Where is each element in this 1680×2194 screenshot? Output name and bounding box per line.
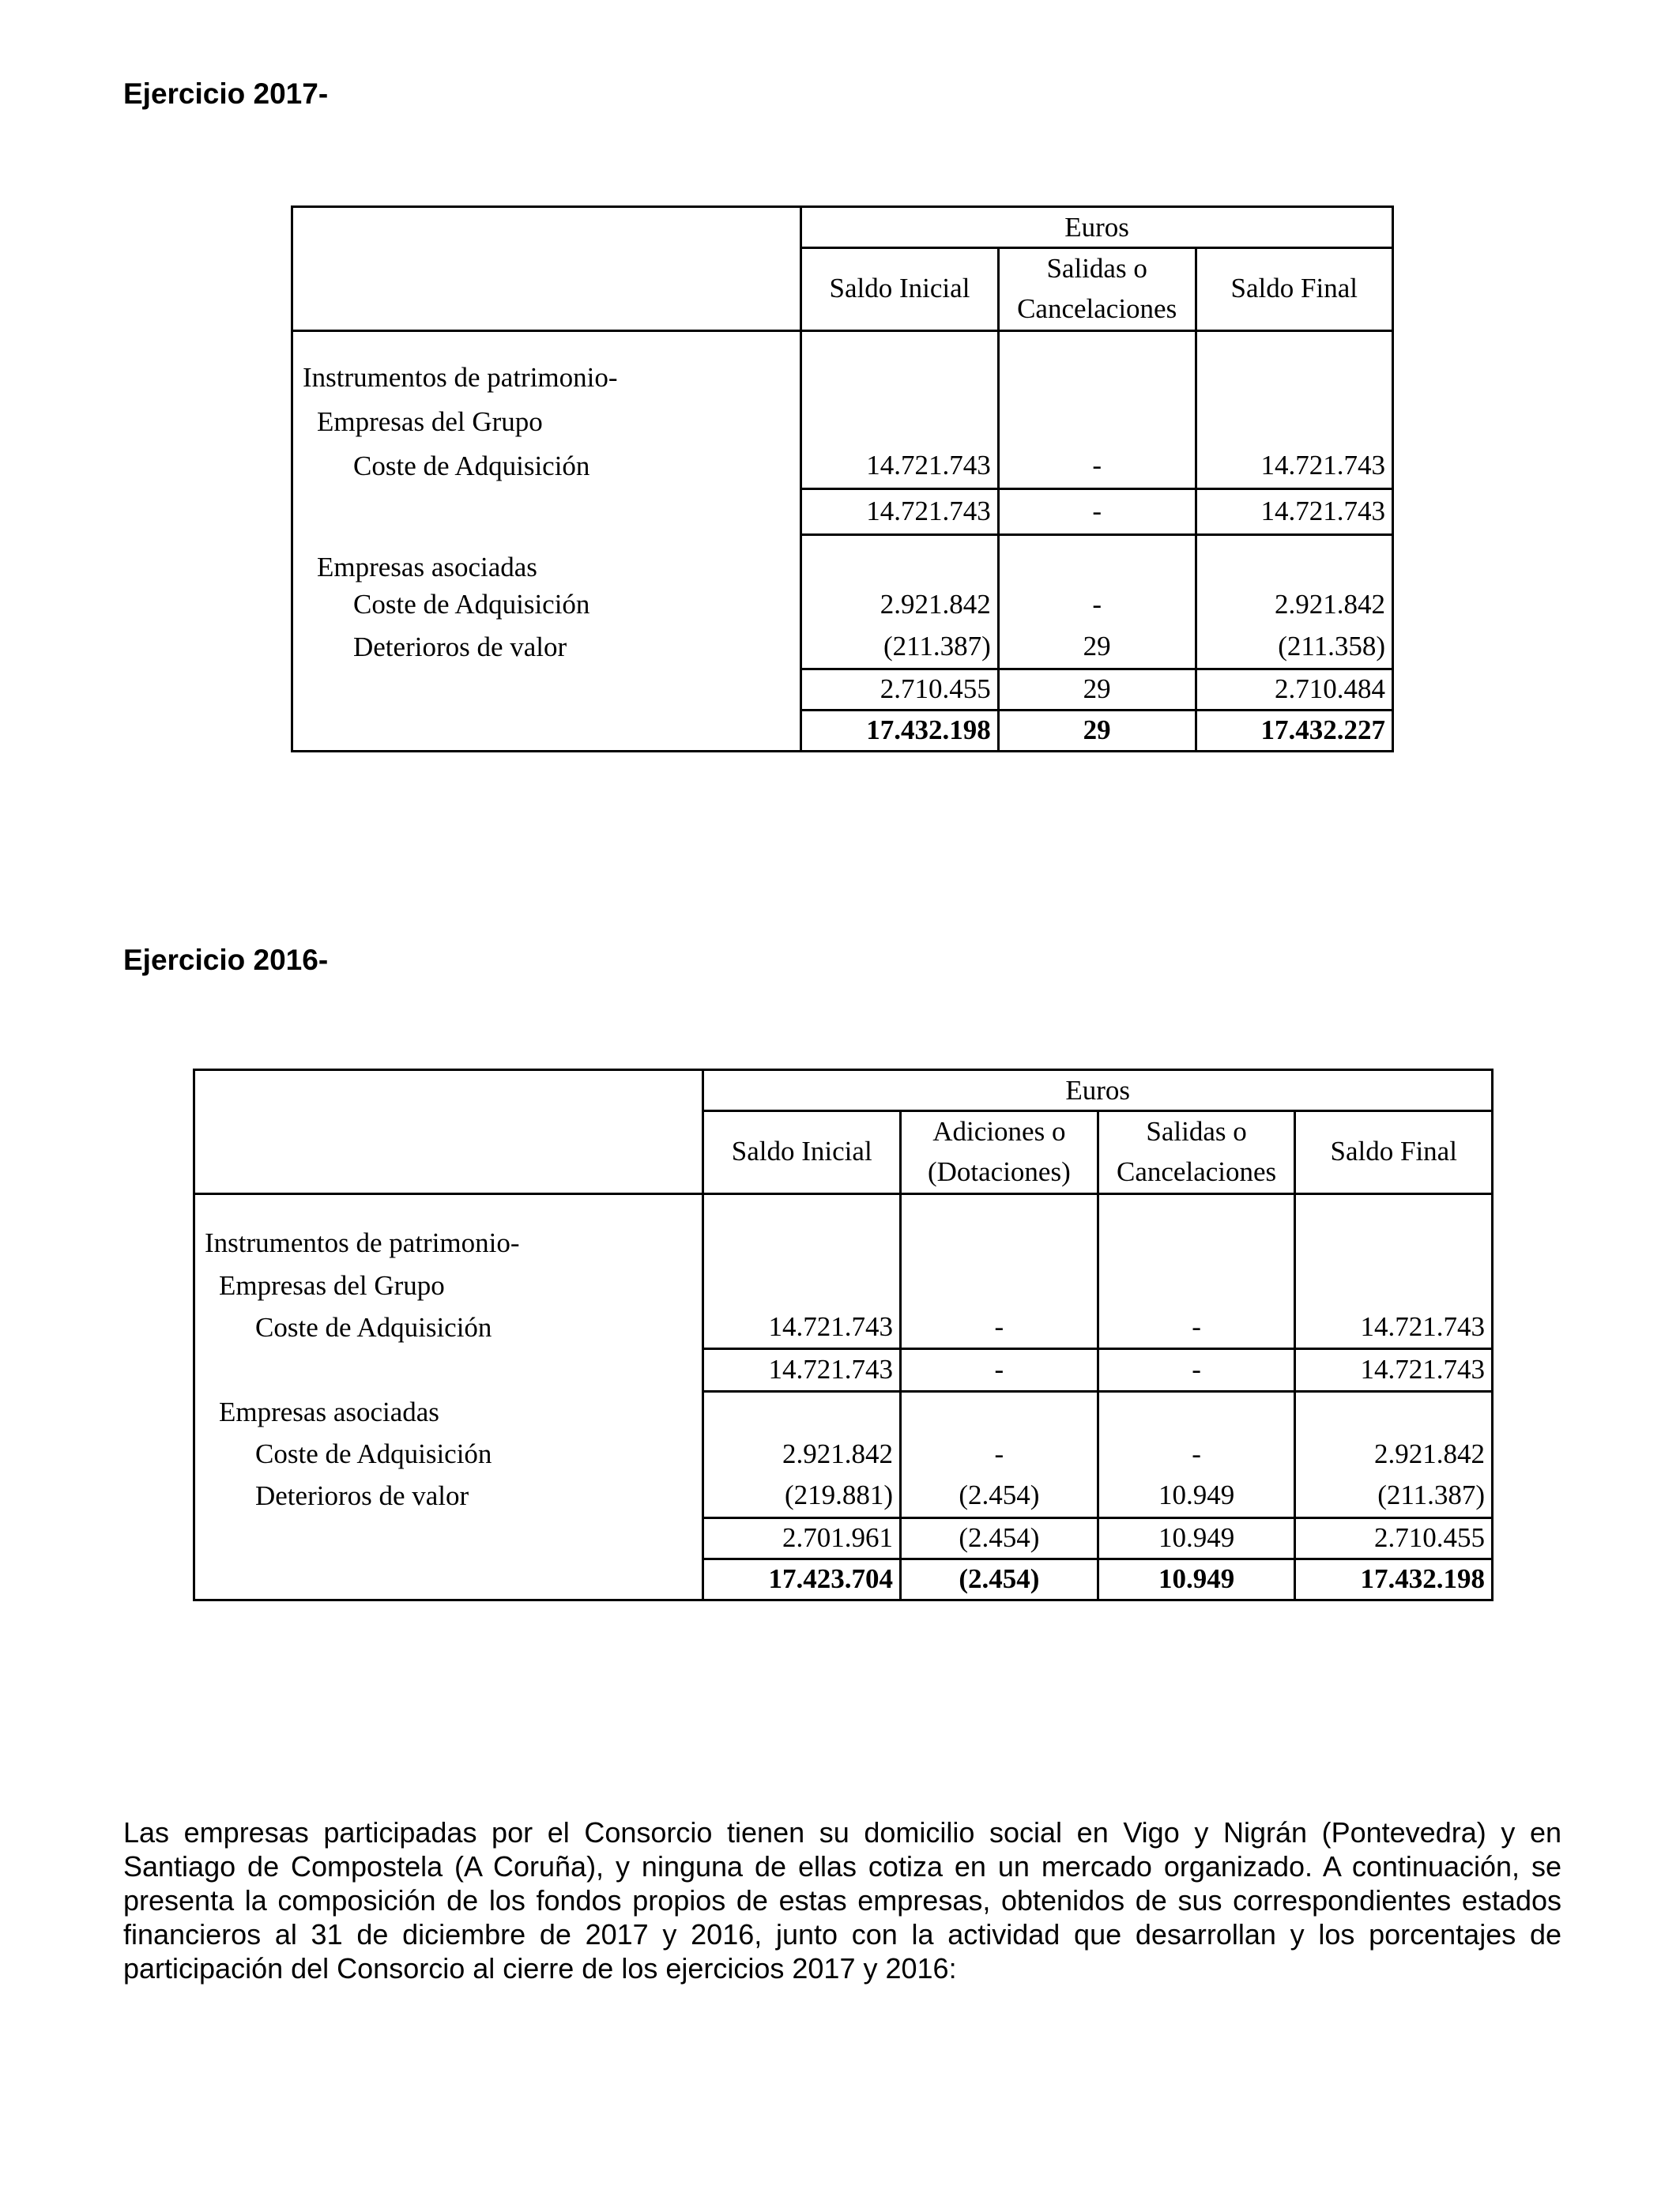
subtotal-value: - — [1098, 1348, 1295, 1391]
cell-value: 2.921.842 — [1196, 583, 1392, 626]
cell-value: (2.454) — [901, 1475, 1098, 1517]
cell-value: - — [901, 1307, 1098, 1348]
table-row — [292, 444, 1393, 488]
total-value: 29 — [998, 710, 1196, 751]
cell-value: 29 — [998, 626, 1196, 669]
table-row — [292, 534, 1393, 583]
subtotal-value: 29 — [998, 669, 1196, 710]
table-2017 — [291, 205, 1394, 752]
subtotal-value: - — [998, 488, 1196, 534]
row-label-asoc-deterioros: Deterioros de valor — [292, 626, 801, 669]
total-value: 10.949 — [1098, 1559, 1295, 1600]
total-value: 17.423.704 — [703, 1559, 901, 1600]
cell-value: - — [901, 1434, 1098, 1475]
row-label-grupo-coste: Coste de Adquisición — [292, 444, 801, 488]
subtotal-value: - — [901, 1348, 1098, 1391]
col-header-saldo-final: Saldo Final — [1295, 1111, 1493, 1194]
subtotal-value: 14.721.743 — [1196, 488, 1392, 534]
subtotal-value: 14.721.743 — [1295, 1348, 1493, 1391]
table-row — [194, 1222, 1493, 1265]
section-heading-2017: Ejercicio 2017- — [123, 77, 329, 110]
table-row — [194, 1265, 1493, 1307]
table-2016 — [193, 1069, 1494, 1601]
header-blank-cell — [194, 1070, 703, 1194]
subtotal-value: 10.949 — [1098, 1517, 1295, 1559]
total-value: 17.432.198 — [1295, 1559, 1493, 1600]
table-row — [194, 1348, 1493, 1391]
cell-value: - — [998, 583, 1196, 626]
cell-value: 14.721.743 — [1196, 444, 1392, 488]
total-value: 17.432.227 — [1196, 710, 1392, 751]
cell-value: 10.949 — [1098, 1475, 1295, 1517]
row-label-asoc-deterioros: Deterioros de valor — [194, 1475, 703, 1517]
row-label-grupo-coste: Coste de Adquisición — [194, 1307, 703, 1348]
cell-value: - — [1098, 1434, 1295, 1475]
cell-value: 14.721.743 — [1295, 1307, 1493, 1348]
table-row — [194, 1517, 1493, 1559]
col-header-saldo-inicial: Saldo Inicial — [703, 1111, 901, 1194]
cell-value: 2.921.842 — [1295, 1434, 1493, 1475]
subtotal-value: 2.710.455 — [801, 669, 999, 710]
cell-value: (211.358) — [1196, 626, 1392, 669]
total-value: (2.454) — [901, 1559, 1098, 1600]
table-row — [292, 626, 1393, 669]
total-row — [292, 710, 1393, 751]
section-heading-2016: Ejercicio 2016- — [123, 944, 329, 976]
table-row — [194, 1307, 1493, 1348]
body-paragraph: Las empresas participadas por el Consorcio tienen su domicilio social en Vigo y Nigrán (Pontevedra) y en Santiago de Compostela (A Coruña), y ninguna de ellas cotiza en un mercado organizado. A continuación, se presenta la composición de los fondos propios de estas empresas, obtenidos de sus correspondientes estados financieros al 31 de diciembre de 2017 y 2016, junto con la actividad que desarrollan y los porcentajes de participación del Consorcio al cierre de los ejercicios 2017 y 2016: — [123, 1816, 1561, 1985]
row-label-asoc-coste: Coste de Adquisición — [194, 1434, 703, 1475]
cell-value: - — [1098, 1307, 1295, 1348]
total-value: 17.432.198 — [801, 710, 999, 751]
cell-value: (211.387) — [1295, 1475, 1493, 1517]
total-row — [194, 1559, 1493, 1600]
subtotal-value: 14.721.743 — [703, 1348, 901, 1391]
spacer-row — [194, 1193, 1493, 1222]
cell-value: 2.921.842 — [801, 583, 999, 626]
table-row — [292, 583, 1393, 626]
row-label-instrumentos: Instrumentos de patrimonio- — [292, 356, 801, 400]
col-header-adiciones: Adiciones o (Dotaciones) — [901, 1111, 1098, 1194]
header-blank-cell — [292, 207, 801, 331]
spacer-row — [292, 330, 1393, 356]
table-row — [194, 1434, 1493, 1475]
table-row — [292, 400, 1393, 444]
col-header-saldo-inicial: Saldo Inicial — [801, 248, 999, 331]
table-row — [292, 669, 1393, 710]
row-label-instrumentos: Instrumentos de patrimonio- — [194, 1222, 703, 1265]
col-header-salidas: Salidas o Cancelaciones — [998, 248, 1196, 331]
subtotal-value: (2.454) — [901, 1517, 1098, 1559]
euros-header: Euros — [801, 207, 1393, 248]
table-row — [194, 1475, 1493, 1517]
cell-value: (211.387) — [801, 626, 999, 669]
cell-value: (219.881) — [703, 1475, 901, 1517]
row-label-asoc-coste: Coste de Adquisición — [292, 583, 801, 626]
row-label-asociadas: Empresas asociadas — [292, 534, 801, 583]
subtotal-value: 2.710.484 — [1196, 669, 1392, 710]
row-label-grupo: Empresas del Grupo — [194, 1265, 703, 1307]
subtotal-value: 2.701.961 — [703, 1517, 901, 1559]
subtotal-value: 2.710.455 — [1295, 1517, 1493, 1559]
cell-value: 2.921.842 — [703, 1434, 901, 1475]
table-row — [194, 1391, 1493, 1434]
row-label-grupo: Empresas del Grupo — [292, 400, 801, 444]
subtotal-value: 14.721.743 — [801, 488, 999, 534]
euros-header: Euros — [703, 1070, 1493, 1111]
col-header-salidas: Salidas o Cancelaciones — [1098, 1111, 1295, 1194]
cell-value: 14.721.743 — [801, 444, 999, 488]
col-header-saldo-final: Saldo Final — [1196, 248, 1392, 331]
table-row — [292, 356, 1393, 400]
table-row — [292, 488, 1393, 534]
row-label-asociadas: Empresas asociadas — [194, 1391, 703, 1434]
cell-value: - — [998, 444, 1196, 488]
cell-value: 14.721.743 — [703, 1307, 901, 1348]
